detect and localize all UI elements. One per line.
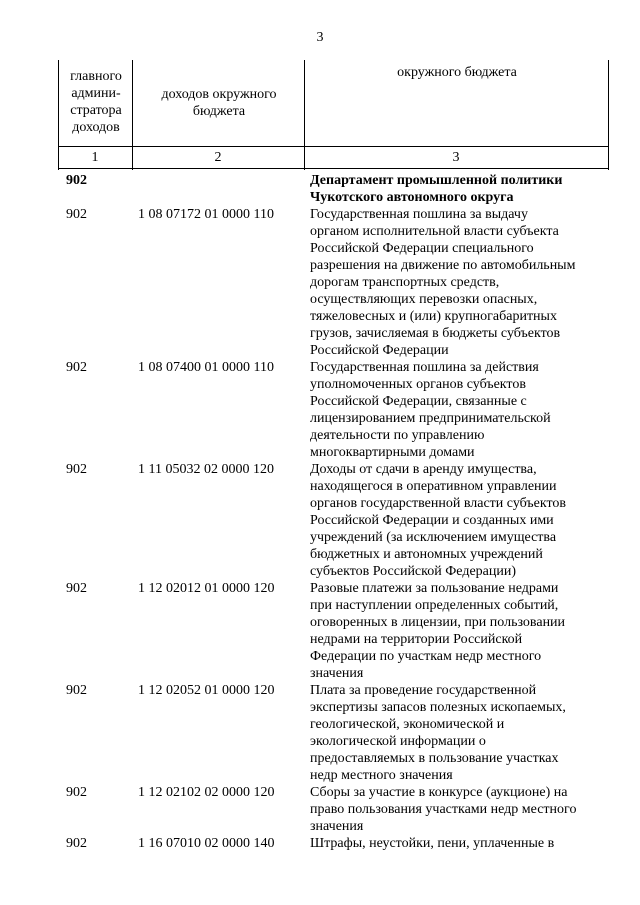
text-line: осуществляющих перевозки опасных, [310, 292, 538, 307]
text-line: Разовые платежи за пользование недрами [310, 581, 559, 596]
table-row [58, 359, 618, 461]
header-col2-line: доходов окружного [161, 87, 277, 102]
revenue-name [310, 784, 610, 835]
text-line: Российской Федерации, связанные с [310, 394, 527, 409]
table-row [58, 580, 618, 682]
text-line: Чукотского автономного округа [310, 190, 514, 205]
section-row [58, 172, 618, 206]
text-line: Российской Федерации специального [310, 241, 534, 256]
text-line: значения [310, 666, 364, 681]
text-line: Штрафы, неустойки, пени, уплаченные в [310, 836, 555, 851]
admin-code: 902 [66, 683, 87, 698]
admin-code: 902 [66, 207, 87, 222]
text-line: значения [310, 819, 364, 834]
revenue-name [310, 835, 610, 852]
table-row [58, 784, 618, 835]
text-line: разрешения на движение по автомобильным [310, 258, 576, 273]
header-col1-line: доходов [72, 120, 120, 135]
text-line: тяжеловесных и (или) крупногабаритных [310, 309, 557, 324]
text-line: Сборы за участие в конкурсе (аукционе) на [310, 785, 568, 800]
page-number: 3 [316, 30, 324, 45]
text-line: Государственная пошлина за выдачу [310, 207, 528, 222]
revenue-name [310, 682, 610, 784]
revenue-code: 1 12 02052 01 0000 120 [138, 683, 275, 698]
text-line: учреждений (за исключением имущества [310, 530, 557, 545]
text-line: органом исполнительной власти субъекта [310, 224, 559, 239]
header-num-3: 3 [452, 150, 460, 165]
text-line: органов государственной власти субъектов [310, 496, 567, 511]
header-col3-line: окружного бюджета [397, 65, 517, 80]
revenue-code: 1 08 07400 01 0000 110 [138, 360, 274, 375]
admin-code: 902 [66, 173, 87, 188]
text-line: лицензированием предпринимательской [310, 411, 551, 426]
admin-code: 902 [66, 360, 87, 375]
text-line: субъектов Российской Федерации) [310, 564, 517, 579]
admin-code: 902 [66, 785, 87, 800]
text-line: Доходы от сдачи в аренду имущества, [310, 462, 537, 477]
admin-code: 902 [66, 462, 87, 477]
header-col1-line: главного [70, 69, 122, 84]
revenue-code: 1 16 07010 02 0000 140 [138, 836, 275, 851]
admin-code: 902 [66, 836, 87, 851]
text-line: уполномоченных органов субъектов [310, 377, 526, 392]
revenue-code: 1 11 05032 02 0000 120 [138, 462, 274, 477]
header-col1-line: стратора [70, 103, 122, 118]
text-line: право пользования участками недр местного [310, 802, 577, 817]
header-col1-line: админи- [71, 86, 121, 101]
text-line: экспертизы запасов полезных ископаемых, [310, 700, 566, 715]
table-row [58, 206, 618, 359]
table-body [58, 172, 618, 852]
header-col2-line: бюджета [192, 104, 246, 119]
text-line: деятельности по управлению [310, 428, 485, 443]
header-border-right [608, 60, 609, 170]
text-line: предоставляемых в пользование участках [310, 751, 559, 766]
text-line: Российской Федерации [310, 343, 449, 358]
header-line-bottom [58, 168, 609, 169]
text-line: бюджетных и автономных учреждений [310, 547, 543, 562]
text-line: Государственная пошлина за действия [310, 360, 539, 375]
revenue-code: 1 08 07172 01 0000 110 [138, 207, 274, 222]
revenue-name [310, 206, 610, 359]
revenue-code: 1 12 02102 02 0000 120 [138, 785, 275, 800]
text-line: экологической информации о [310, 734, 486, 749]
text-line: Федерации по участкам недр местного [310, 649, 542, 664]
row-list [58, 206, 618, 852]
table-row [58, 682, 618, 784]
revenue-code: 1 12 02012 01 0000 120 [138, 581, 275, 596]
header-num-1: 1 [91, 150, 99, 165]
table-row [58, 461, 618, 580]
text-line: Российской Федерации и созданных ими [310, 513, 554, 528]
text-line: Департамент промышленной политики [310, 173, 563, 188]
text-line: дорогам транспортных средств, [310, 275, 500, 290]
header-line-top [58, 146, 609, 147]
text-line: недрами на территории Российской [310, 632, 523, 647]
text-line: при наступлении определенных событий, [310, 598, 559, 613]
text-line: многоквартирными домами [310, 445, 475, 460]
table-row [58, 835, 618, 852]
text-line: геологической, экономической и [310, 717, 505, 732]
text-line: находящегося в оперативном управлении [310, 479, 557, 494]
revenue-name [310, 461, 610, 580]
header-col3-text [306, 64, 608, 81]
text-line: грузов, зачисляемая в бюджеты субъектов [310, 326, 561, 341]
header-col1-text [60, 68, 132, 136]
text-line: Плата за проведение государственной [310, 683, 537, 698]
revenue-name [310, 359, 610, 461]
admin-code: 902 [66, 581, 87, 596]
text-line: недр местного значения [310, 768, 453, 783]
header-num-2: 2 [214, 150, 222, 165]
revenue-name [310, 172, 610, 206]
revenue-name [310, 580, 610, 682]
header-col2-text [134, 86, 304, 120]
table-header [58, 60, 610, 170]
text-line: оговоренных в лицензии, при пользовании [310, 615, 566, 630]
